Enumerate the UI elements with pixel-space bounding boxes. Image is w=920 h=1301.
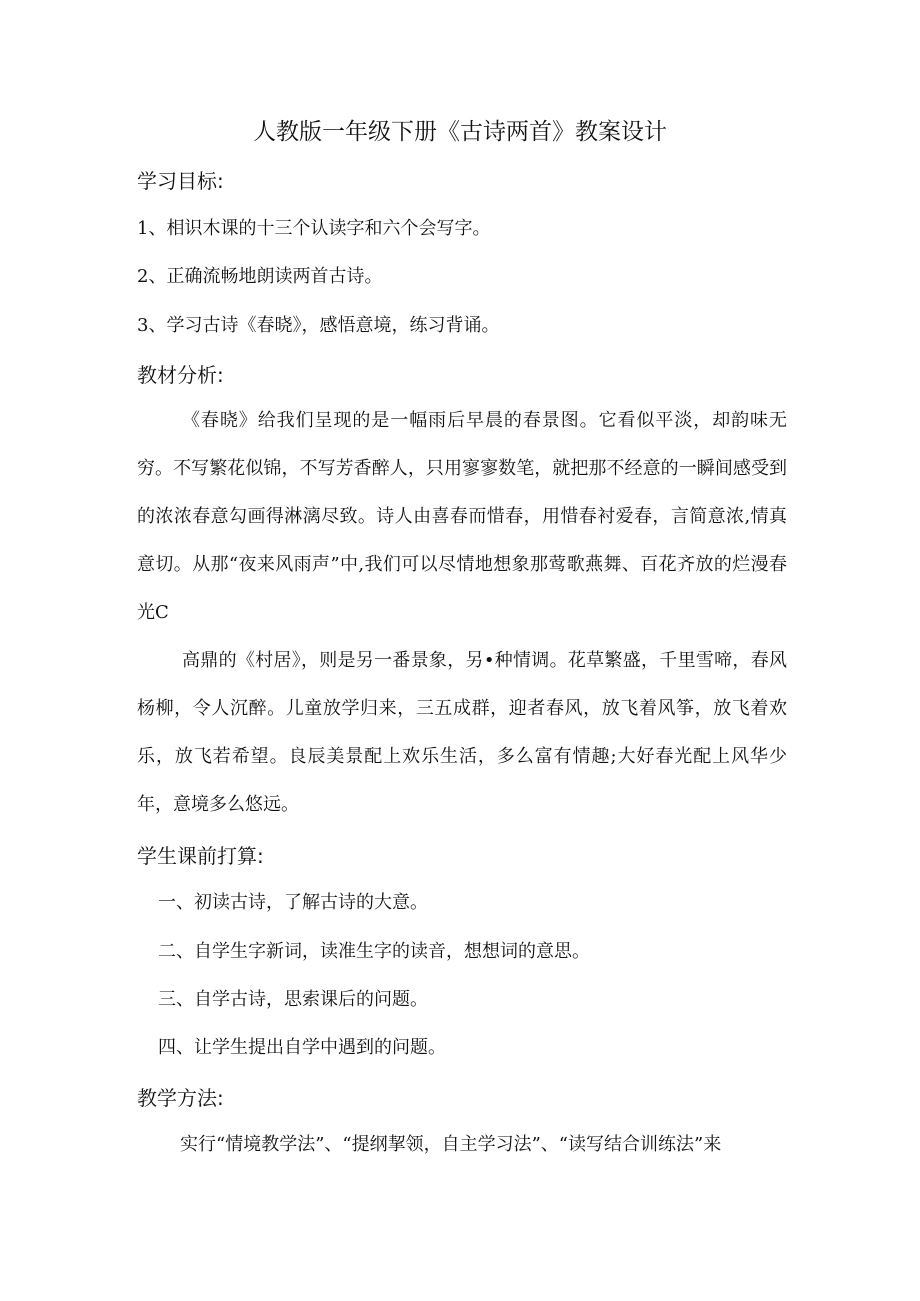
analysis-paragraph-text: 高鼎的《村居》，则是另一番景象，另•种情调。花草繁盛，千里雪啼，春风杨柳，令人沉醉。儿童放学归来，三五成群，迎者春风，放飞着风筝，放飞着欢乐，放飞若希望。良辰美景配上欢乐生活，多么富有情趣;大好春光配上风华少年，意境多么悠远。 (137, 650, 787, 815)
objective-item: 3、学习古诗《春晓》，感悟意境，练习背诵。 (137, 315, 500, 336)
analysis-paragraph (137, 637, 787, 829)
document-title: 人教版一年级下册《古诗两首》教案设计 (253, 119, 667, 145)
analysis-paragraph-text: 《春晓》给我们呈现的是一幅雨后早晨的春景图。它看似平淡，却韵味无穷。不写繁花似锦，不写芳香醉人，只用寥寥数笔，就把那不经意的一瞬间感受到的浓浓春意勾画得淋漓尽致。诗人由喜春而惜春，用惜春衬爱春，言简意浓,情真意切。从那“夜来风雨声”中,我们可以尽情地想象那莺歌燕舞、百花齐放的烂漫春光C (137, 410, 787, 623)
section-heading-methods: 教学方法: (137, 1086, 224, 1110)
section-heading-objectives: 学习目标: (137, 169, 224, 193)
methods-paragraph: 实行“情境教学法”、“提纲挈领，自主学习法”、“读写结合训练法”来 (180, 1134, 722, 1155)
preparation-item: 二、自学生字新词，读准生字的读音，想想词的意思。 (158, 941, 590, 962)
preparation-item: 三、自学古诗，思索课后的问题。 (158, 989, 428, 1010)
preparation-item: 一、初读古诗，了解古诗的大意。 (158, 892, 428, 913)
section-heading-preparation: 学生课前打算: (137, 844, 264, 868)
objective-item: 2、正确流畅地朗读两首古诗。 (137, 266, 383, 287)
section-heading-analysis: 教材分析: (137, 363, 224, 387)
preparation-item: 四、让学生提出自学中遇到的问题。 (158, 1037, 446, 1058)
objective-item: 1、相识木课的十三个认读字和六个会写字。 (137, 218, 491, 239)
analysis-paragraph (137, 397, 787, 637)
